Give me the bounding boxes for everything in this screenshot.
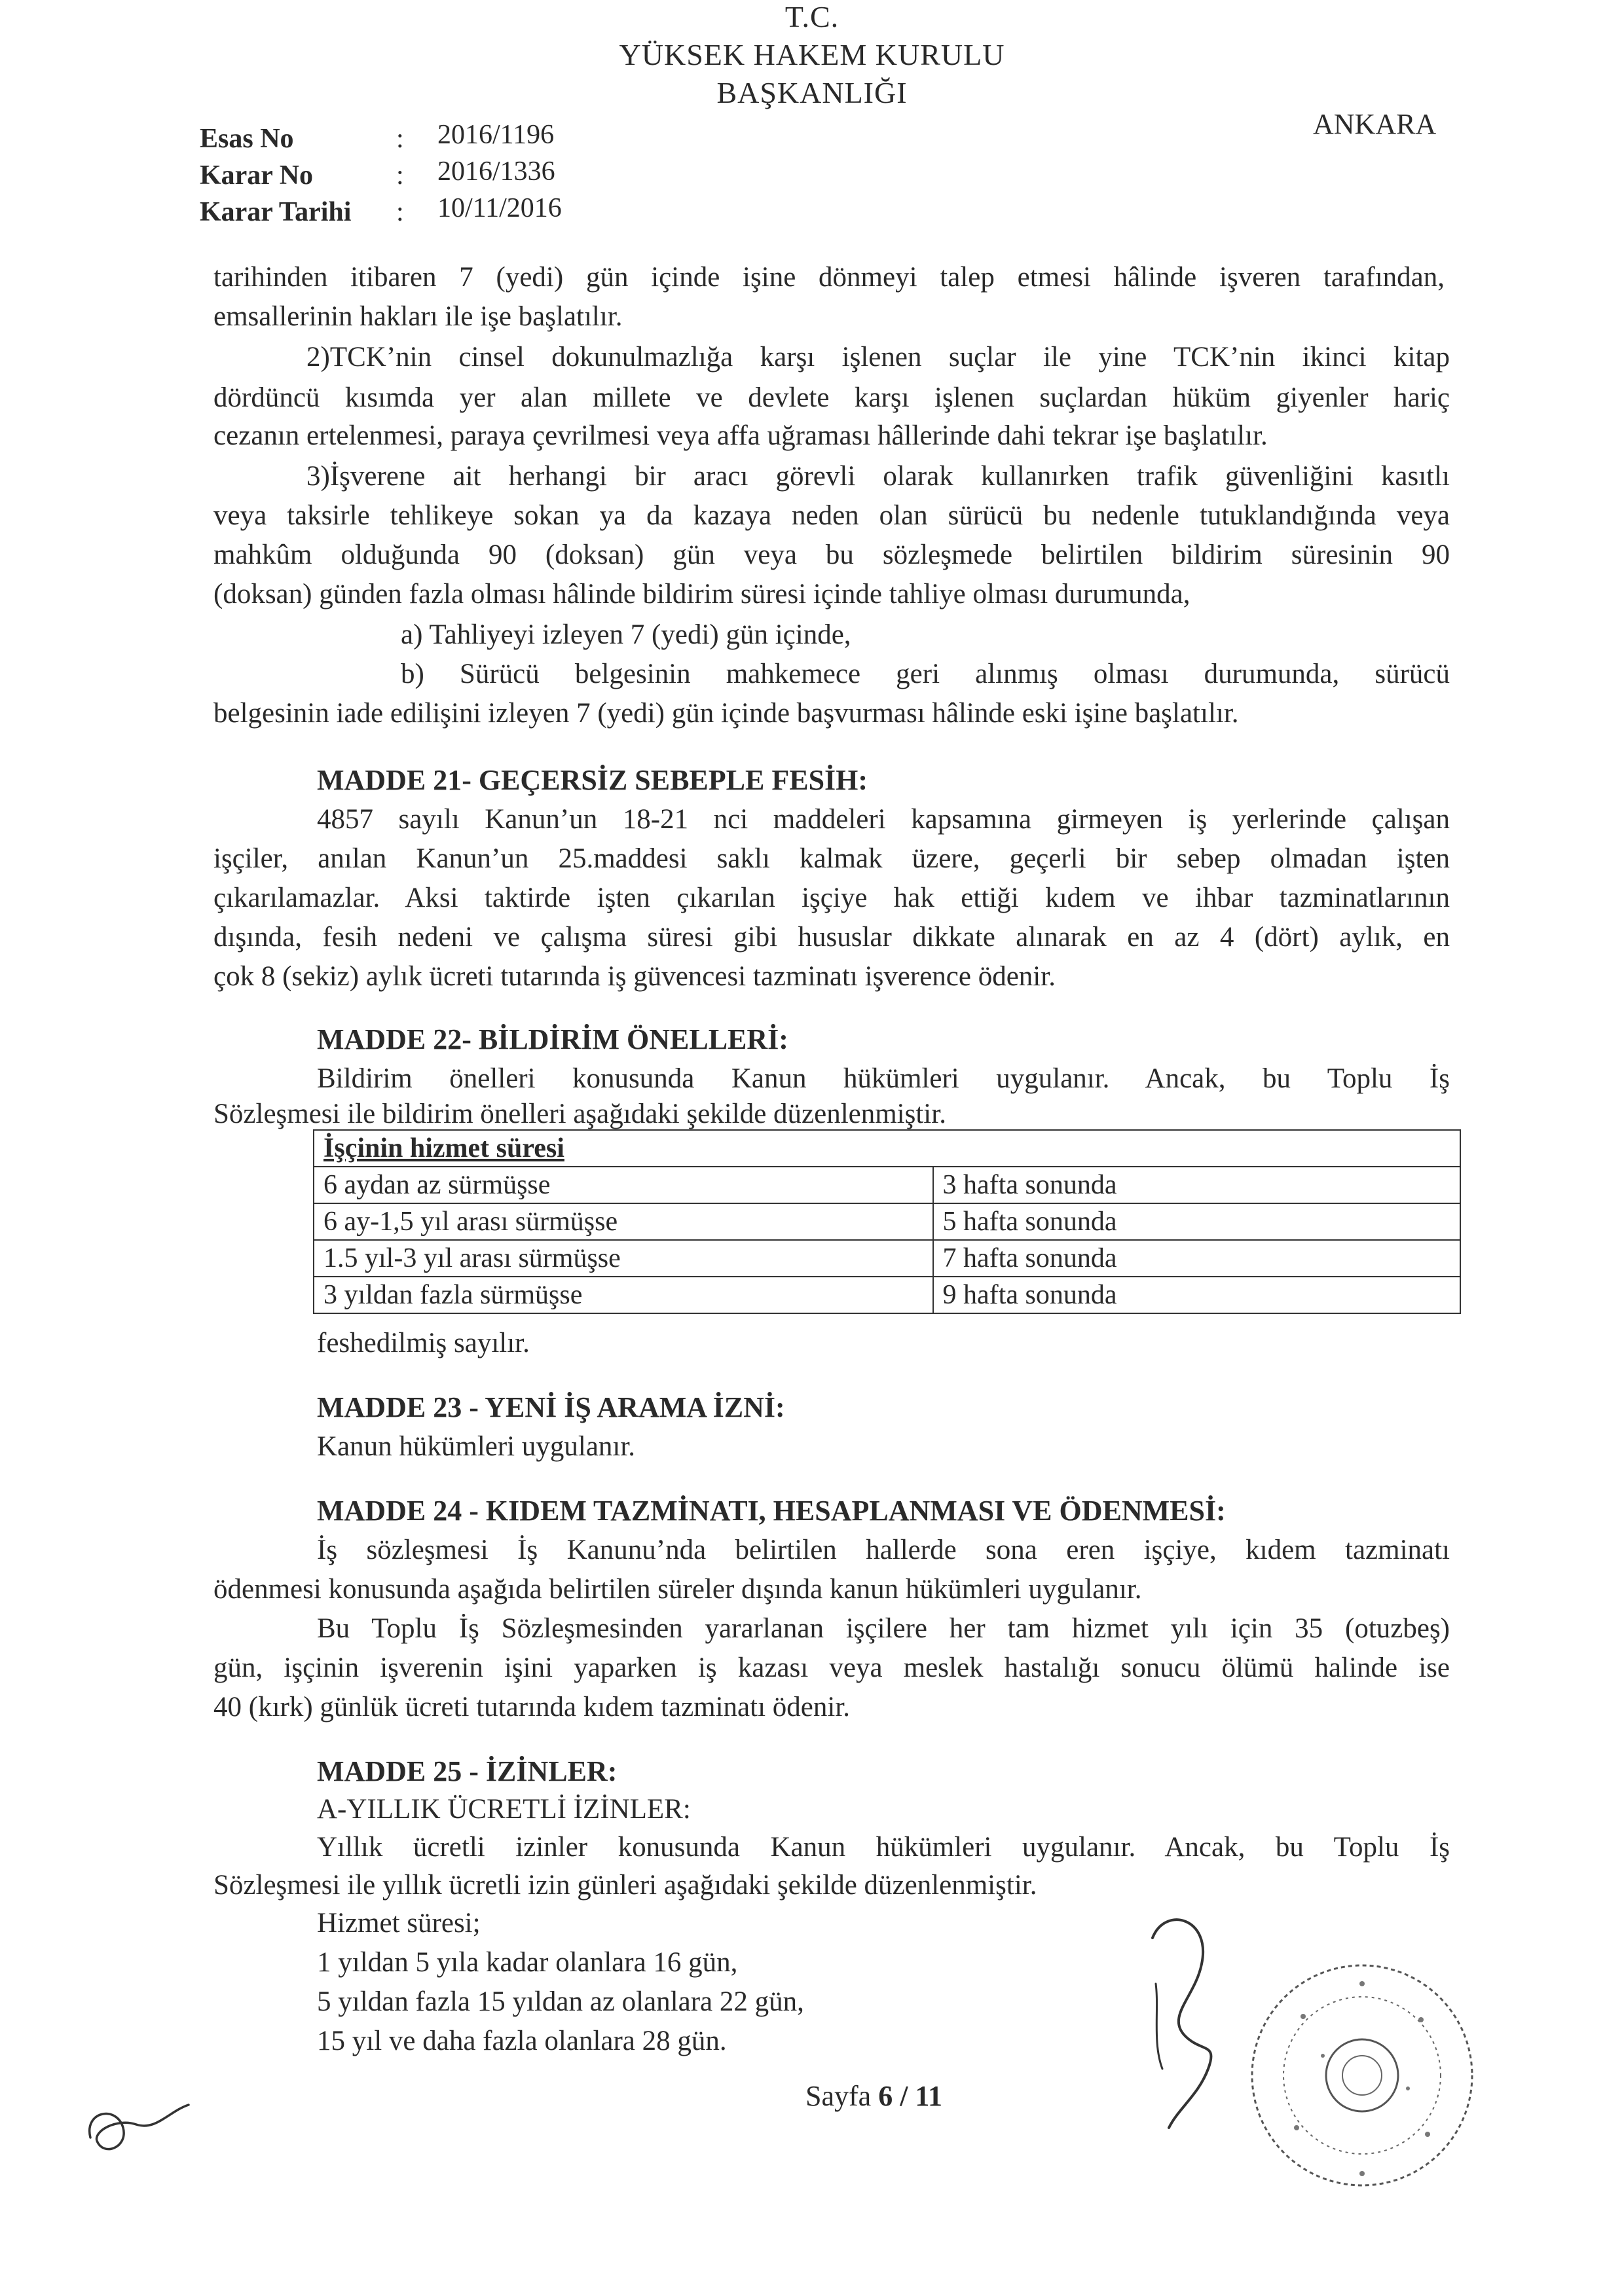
madde25-line-5: 5 yıldan fazla 15 yıldan az olanlara 22 gün,	[317, 1986, 804, 2017]
tarih-colon: :	[396, 197, 404, 227]
para2-line-2: dördüncü kısımda yer alan millete ve devlete karşı işlenen suçlardan hüküm giyenler hariç	[213, 382, 1450, 413]
tarih-label: Karar Tarihi	[200, 197, 352, 227]
madde25-line-3: Hizmet süresi;	[317, 1908, 481, 1939]
tarih-value: 10/11/2016	[437, 193, 562, 223]
table-header-cell: İşçinin hizmet süresi	[314, 1130, 1460, 1167]
signature-icon	[1139, 1912, 1244, 2134]
table-cell-notice: 9 hafta sonunda	[933, 1277, 1460, 1313]
page-number	[805, 2079, 942, 2113]
para3-line-4: (doksan) günden fazla olması hâlinde bildirim süresi içinde tahliye olması durumunda,	[213, 579, 1190, 610]
esas-colon: :	[396, 124, 404, 154]
item-b-line-1: b) Sürücü belgesinin mahkemece geri alınmış olması durumunda, sürücü	[401, 659, 1450, 689]
table-header-row	[314, 1130, 1460, 1167]
madde24-title: MADDE 24 - KIDEM TAZMİNATI, HESAPLANMASI VE ÖDENMESİ:	[317, 1495, 1226, 1527]
madde21-line-3: çıkarılamazlar. Aksi taktirde işten çıkarılan işçiye hak ettiği kıdem ve ihbar tazminatlarının	[213, 883, 1450, 913]
stamp-icon	[1244, 1958, 1480, 2200]
karar-label: Karar No	[200, 160, 314, 191]
header-tc: T.C.	[784, 0, 840, 33]
madde22-line-1: Bildirim önelleri konusunda Kanun hükümleri uygulanır. Ancak, bu Toplu İş	[317, 1063, 1450, 1094]
table-cell-period: 3 yıldan fazla sürmüşse	[314, 1277, 933, 1313]
madde25-subtitle: A-YILLIK ÜCRETLİ İZİNLER:	[317, 1794, 691, 1825]
madde22-title: MADDE 22- BİLDİRİM ÖNELLERİ:	[317, 1023, 788, 1055]
initials-icon	[77, 2092, 202, 2164]
madde25-line-6: 15 yıl ve daha fazla olanlara 28 gün.	[317, 2026, 727, 2056]
madde21-line-5: çok 8 (sekiz) aylık ücreti tutarında iş güvencesi tazminatı işverence ödenir.	[213, 961, 1056, 992]
table-cell-period: 6 aydan az sürmüşse	[314, 1167, 933, 1203]
madde24-line-4: gün, işçinin işverenin işini yaparken iş kazası veya meslek hastalığı sonucu ölümü halinde ise	[213, 1652, 1450, 1683]
table-row	[314, 1277, 1460, 1313]
intro-line-2: emsallerinin hakları ile işe başlatılır.	[213, 301, 623, 332]
esas-value: 2016/1196	[437, 120, 555, 150]
madde21-line-2: işçiler, anılan Kanun’un 25.maddesi saklı kalmak üzere, geçerli bir sebep olmadan işten	[213, 843, 1450, 874]
madde24-line-2: ödenmesi konusunda aşağıda belirtilen süreler dışında kanun hükümleri uygulanır.	[213, 1574, 1142, 1605]
para2-line-3: cezanın ertelenmesi, paraya çevrilmesi veya affa uğraması hâllerinde dahi tekrar işe başlatılır.	[213, 420, 1268, 451]
karar-value: 2016/1336	[437, 156, 555, 187]
page-value: 6 / 11	[878, 2080, 942, 2112]
madde21-line-1: 4857 sayılı Kanun’un 18-21 nci maddeleri kapsamına girmeyen iş yerlerinde çalışan	[317, 804, 1450, 835]
header-org-line1: YÜKSEK HAKEM KURULU	[619, 38, 1005, 71]
para2-line-1: 2)TCK’nin cinsel dokunulmazlığa karşı işlenen suçlar ile yine TCK’nin ikinci kitap	[306, 342, 1450, 373]
item-a: a) Tahliyeyi izleyen 7 (yedi) gün içinde,	[401, 619, 851, 650]
intro-line-1: tarihinden itibaren 7 (yedi) gün içinde işine dönmeyi talep etmesi hâlinde işveren tarafından,	[213, 262, 1445, 293]
table-row	[314, 1240, 1460, 1277]
madde25-line-4: 1 yıldan 5 yıla kadar olanlara 16 gün,	[317, 1947, 738, 1978]
madde24-line-1: İş sözleşmesi İş Kanunu’nda belirtilen hallerde sona eren işçiye, kıdem tazminatı	[317, 1535, 1450, 1565]
madde22-line-2: Sözleşmesi ile bildirim önelleri aşağıdaki şekilde düzenlenmiştir.	[213, 1099, 946, 1129]
madde22-after: feshedilmiş sayılır.	[317, 1328, 530, 1358]
page-label: Sayfa	[805, 2080, 872, 2112]
para3-line-2: veya taksirle tehlikeye sokan ya da kazaya neden olan sürücü bu nedenle tutuklandığında veya	[213, 500, 1450, 531]
madde24-line-3: Bu Toplu İş Sözleşmesinden yararlanan işçilere her tam hizmet yılı için 35 (otuzbeş)	[317, 1613, 1450, 1644]
table-cell-notice: 3 hafta sonunda	[933, 1167, 1460, 1203]
madde25-title: MADDE 25 - İZİNLER:	[317, 1755, 618, 1787]
madde25-line-1: Yıllık ücretli izinler konusunda Kanun hükümleri uygulanır. Ancak, bu Toplu İş	[317, 1832, 1450, 1863]
table-cell-notice: 5 hafta sonunda	[933, 1203, 1460, 1240]
karar-colon: :	[396, 160, 404, 191]
esas-label: Esas No	[200, 124, 294, 154]
header-org-line2: BAŞKANLIĞI	[716, 76, 908, 109]
madde21-title: MADDE 21- GEÇERSİZ SEBEPLE FESİH:	[317, 764, 868, 796]
notice-period-table	[313, 1129, 1461, 1314]
header-city: ANKARA	[1313, 108, 1437, 140]
table-cell-period: 1.5 yıl-3 yıl arası sürmüşse	[314, 1240, 933, 1277]
table-cell-period: 6 ay-1,5 yıl arası sürmüşse	[314, 1203, 933, 1240]
madde24-line-5: 40 (kırk) günlük ücreti tutarında kıdem tazminatı ödenir.	[213, 1692, 851, 1722]
madde21-line-4: dışında, fesih nedeni ve çalışma süresi gibi hususlar dikkate alınarak en az 4 (dört) aylık, en	[213, 922, 1450, 953]
madde23-line-1: Kanun hükümleri uygulanır.	[317, 1431, 636, 1462]
table-cell-notice: 7 hafta sonunda	[933, 1240, 1460, 1277]
madde25-line-2: Sözleşmesi ile yıllık ücretli izin günleri aşağıdaki şekilde düzenlenmiştir.	[213, 1870, 1037, 1901]
para3-line-1: 3)İşverene ait herhangi bir aracı görevli olarak kullanırken trafik güvenliğini kasıtlı	[306, 461, 1450, 492]
table-row	[314, 1203, 1460, 1240]
table-row	[314, 1167, 1460, 1203]
item-b-line-2: belgesinin iade edilişini izleyen 7 (yedi) gün içinde başvurması hâlinde eski işine başlatılır.	[213, 698, 1239, 729]
madde23-title: MADDE 23 - YENİ İŞ ARAMA İZNİ:	[317, 1391, 785, 1423]
para3-line-3: mahkûm olduğunda 90 (doksan) gün veya bu sözleşmede belirtilen bildirim süresinin 90	[213, 539, 1450, 570]
